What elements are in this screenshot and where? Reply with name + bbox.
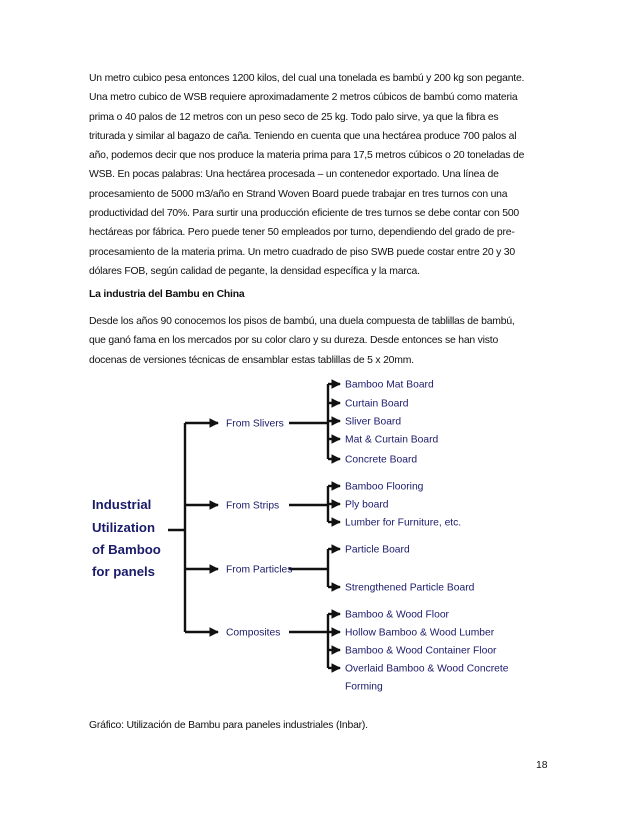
item-label: Sliver Board [345,416,402,428]
item-label: Lumber for Furniture, etc. [345,517,462,529]
item-label: Curtain Board [345,398,409,410]
item-label: Particle Board [345,544,410,556]
text-line: Desde los años 90 conocemos los pisos de bambú, una duela compuesta de tablillas de bambú, [89,316,515,327]
text-line: prima o 40 palos de 12 metros con un peso seco de 25 kg. Todo palo sirve, ya que la fibra es [89,111,499,123]
text-line: triturada y similar al bagazo de caña. Teniendo en cuenta que una hectárea produce 700 palos al [89,130,517,142]
figure-caption: Gráfico: Utilización de Bambu para paneles industriales (Inbar). [89,720,368,731]
section-heading: La industria del Bambu en China [89,289,245,300]
branch-label: From Particles [226,564,293,576]
item-label: Overlaid Bamboo & Wood Concrete [345,663,509,675]
item-label: Strengthened Particle Board [345,582,475,594]
text-line: docenas de versiones técnicas de ensamblar estas tablillas de 5 x 20mm. [89,354,414,366]
root-label-line: Utilization [92,520,156,535]
text-line: procesamiento de la materia prima. Un metro cuadrado de piso SWB puede costar entre 20 y 30 [89,246,515,258]
item-label: Hollow Bamboo & Wood Lumber [345,627,495,639]
item-label: Bamboo & Wood Floor [345,609,449,621]
text-line: productividad del 70%. Para surtir una producción eficiente de tres turnos se debe contar con 500 [89,208,519,220]
branch-label: From Strips [226,500,280,512]
item-label: Ply board [345,499,389,511]
branch-label: Composites [226,627,281,639]
item-label: Mat & Curtain Board [345,434,439,446]
text-line: dólares FOB, según calidad de pegante, la densidad específica y la marca. [89,265,420,277]
text-line: Un metro cubico pesa entonces 1200 kilos, del cual una tonelada es bambú y 200 kg son pegante. [89,73,525,84]
root-label-line: Industrial [92,497,152,512]
root-label-line: of Bamboo [92,542,161,557]
item-label: Concrete Board [345,454,418,466]
text-line: año, podemos decir que nos produce la materia prima para 17,5 metros cúbicos o 20 toneladas de [89,150,525,162]
text-line: Una metro cubico de WSB requiere aproximadamente 2 metros cúbicos de bambú como materia [89,92,518,104]
text-line: que ganó fama en los mercados por su color claro y su dureza. Desde entonces se han visto [89,335,499,347]
branch-label: From Slivers [226,418,284,430]
item-label: Bamboo Mat Board [345,379,434,391]
page-number: 18 [536,760,548,771]
item-label: Bamboo & Wood Container Floor [345,645,497,657]
root-label-line: for panels [92,564,156,579]
item-label: Forming [345,681,383,693]
text-line: procesamiento de 5000 m3/año en Strand Woven Board puede trabajar en tres turnos con una [89,188,508,200]
text-line: hectáreas por fábrica. Pero puede tener 50 empleados por turno, dependiendo del grado de pre- [89,227,515,239]
text-line: WSB. En pocas palabras: Una hectárea procesada – un contenedor exportado. Una línea de [89,169,499,181]
item-label: Bamboo Flooring [345,481,424,493]
